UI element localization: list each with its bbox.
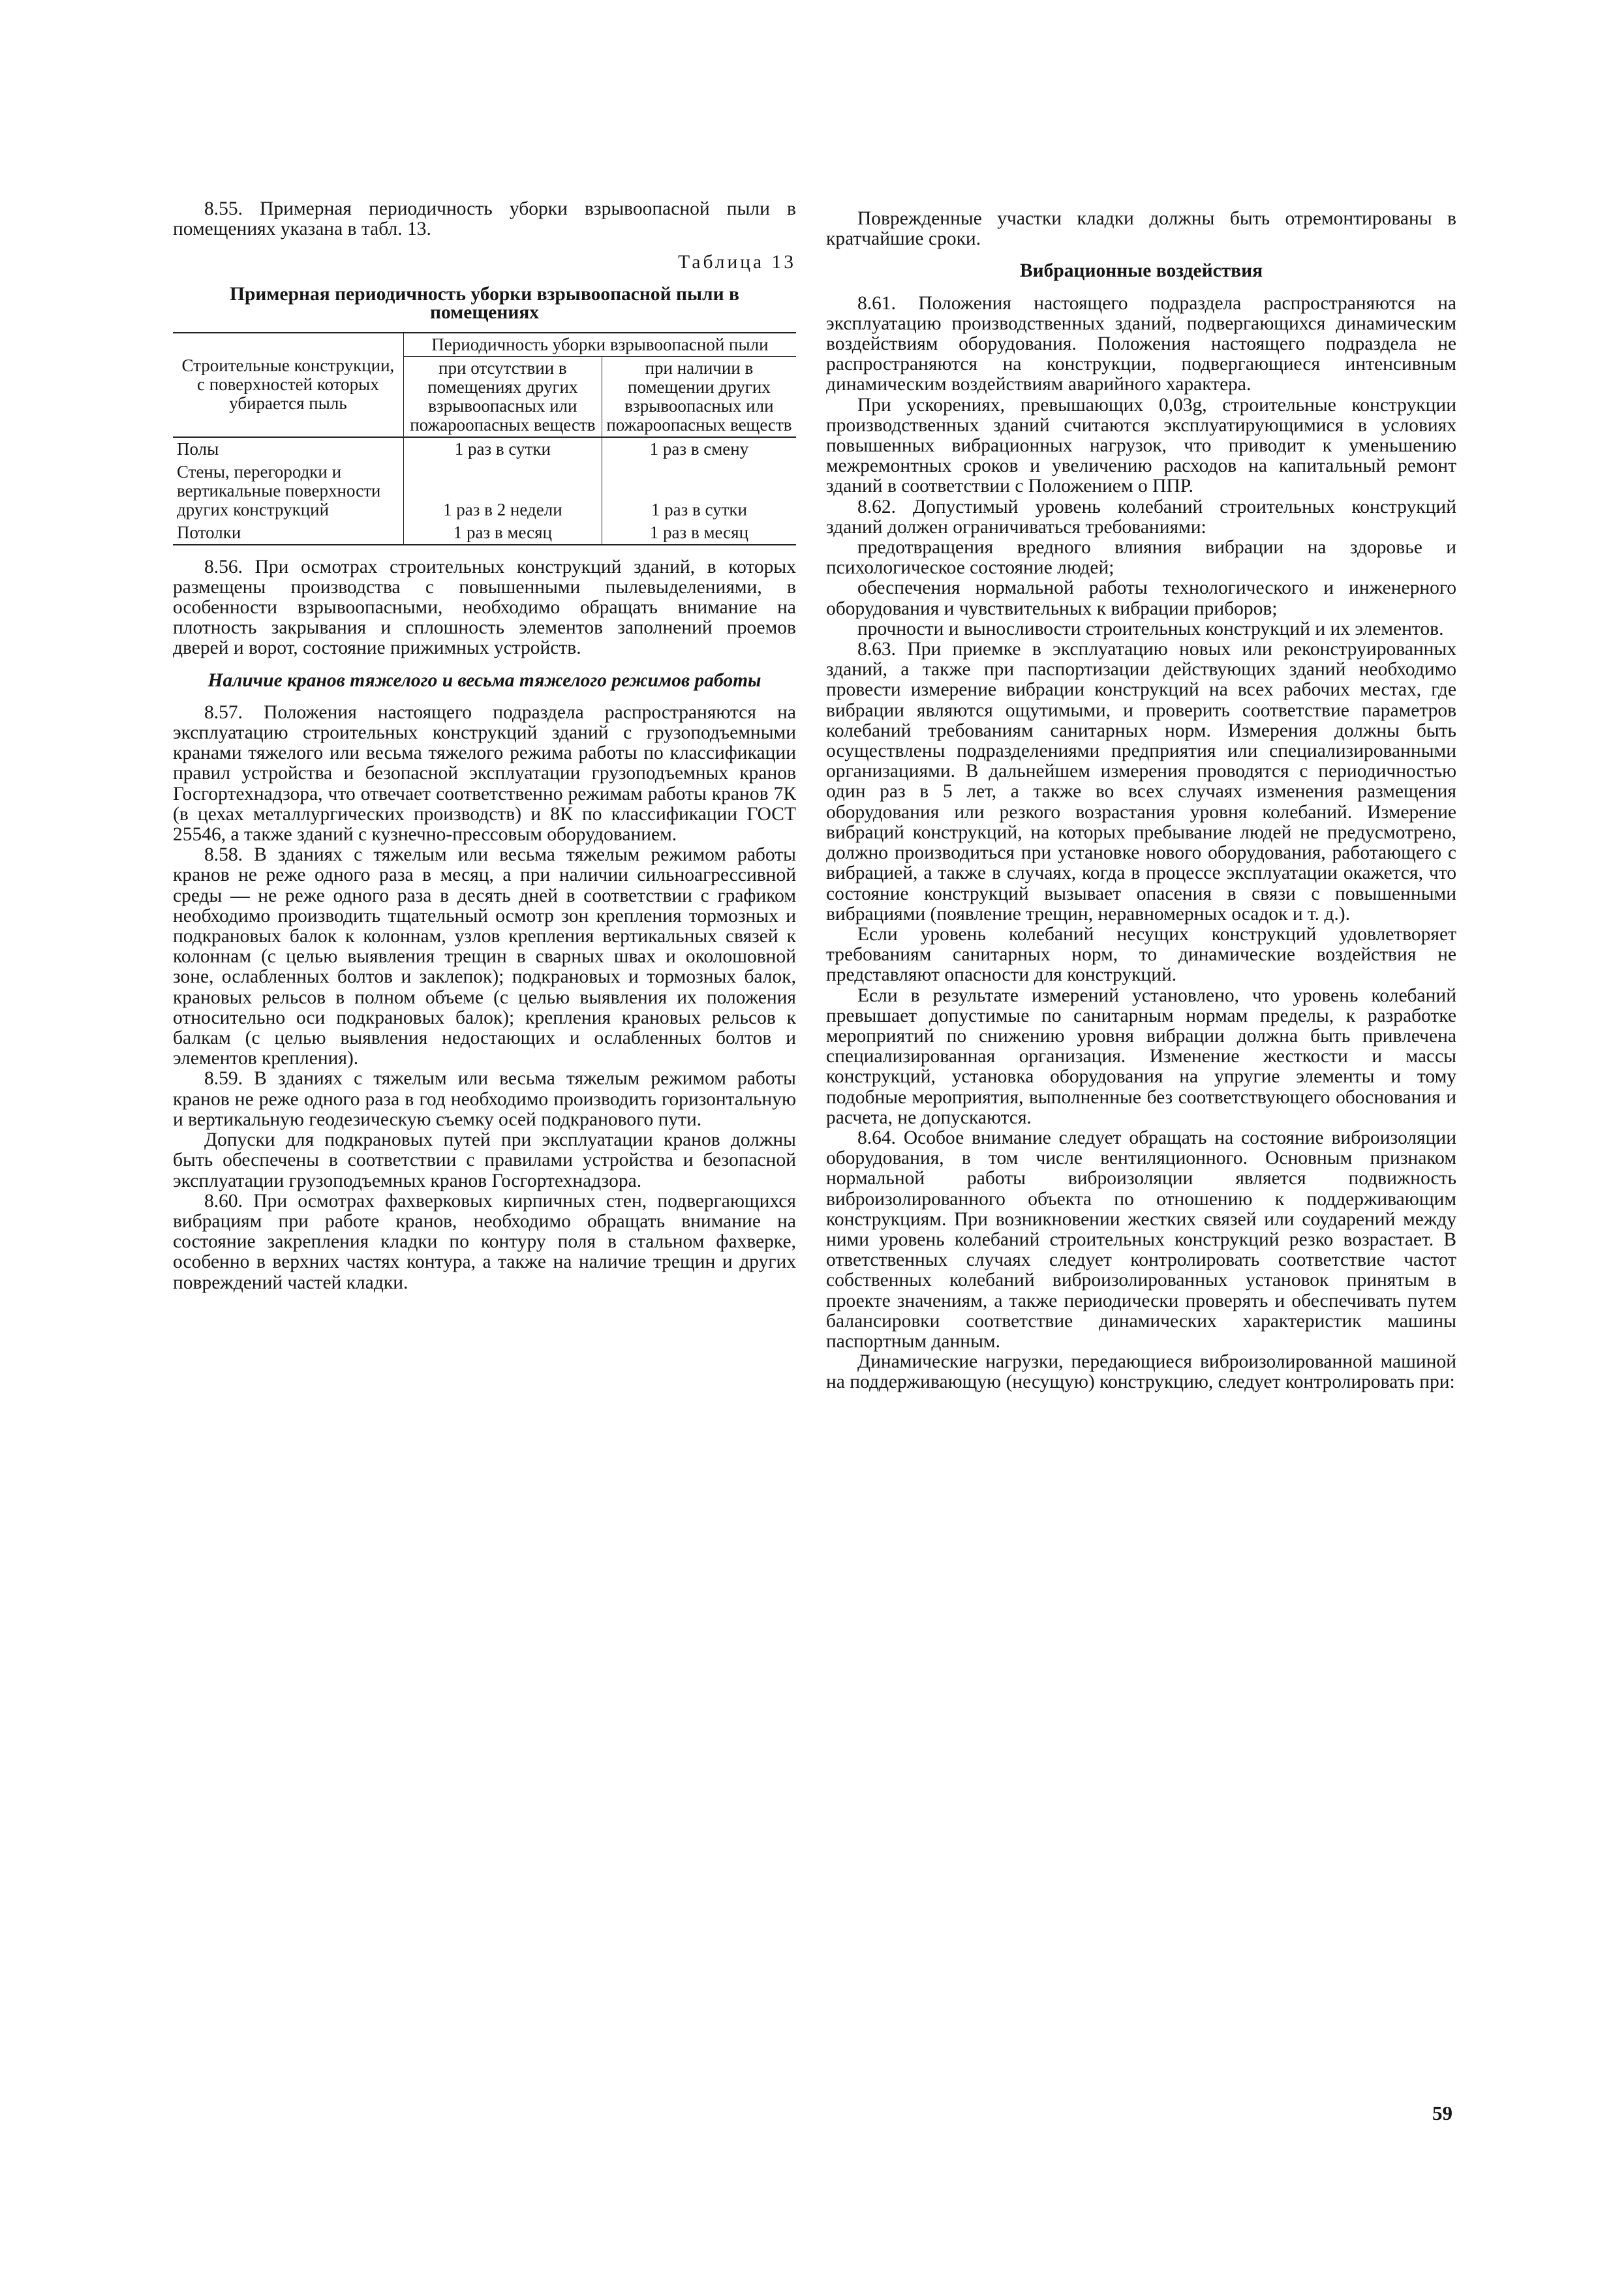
table-row bbox=[173, 461, 796, 521]
section-heading-cranes: Наличие кранов тяжелого и весьма тяжелого режимов работы bbox=[207, 669, 761, 691]
paragraph-8-61-accelerations: При ускорениях, превышающих 0,03g, строительные конструкции производственных зданий считаются эксплуатирующимися в условиях повышенных вибрационных нагрузок, что приводит к уменьшению межремонтных сроков и увеличению расходов на капитальный ремонт зданий в соответствии с Положением о ППР. bbox=[826, 394, 1456, 497]
paragraph-8-61: 8.61. Положения настоящего подраздела распространяются на эксплуатацию производственных зданий, подвергающихся динамическим воздействиям оборудования. Положения настоящего подраздела не распространяются на конструкции, подвергающиеся интенсивным динамическим воздействиям аварийного характера. bbox=[826, 292, 1456, 395]
table-cell: 1 раз в сутки bbox=[403, 437, 602, 461]
paragraph-8-63-measures: Если в результате измерений установлено, что уровень колебаний превышает допустимые по санитарным нормам пределы, к разработке мероприятий по снижению уровня вибрации должна быть привлечена специализированная организация. Изменение жесткости и массы конструкций, установка оборудования на упругие элементы и тому подобные мероприятия, выполненные без соответствующего обоснования и расчета, не допускаются. bbox=[826, 985, 1456, 1128]
paragraph-8-62-item-2: обеспечения нормальной работы технологического и инженерного оборудования и чувствительных к вибрации приборов; bbox=[826, 577, 1456, 619]
table-cell: Потолки bbox=[173, 521, 403, 545]
paragraph-8-55: 8.55. Примерная периодичность уборки взрывоопасной пыли в помещениях указана в табл. 13. bbox=[173, 198, 796, 240]
paragraph-8-63: 8.63. При приемке в эксплуатацию новых или реконструированных зданий, а также при паспортизации действующих зданий необходимо провести измерение вибрации конструкций на всех рабочих местах, где вибрации являются ощутимыми, и проверить соответствие параметров колебаний требованиям санитарных норм. Измерения должны быть осуществлены подразделениями предприятия или специализированными организациями. В дальнейшем измерения проводятся с периодичностью один раз в 5 лет, а также во всех случаях изменения размещения оборудования или резкого возрастания уровня колебаний. Измерение вибраций конструкций, на которых пребывание людей не предусмотрено, должно производиться при установке нового оборудования, работающего с вибрацией, а также в случаях, когда в процессе эксплуатации окажется, что состояние конструкций вызывает опасения в связи с повышенными вибрациями (появление трещин, неравномерных осадок и т. д.). bbox=[826, 639, 1456, 925]
paragraph-8-57: 8.57. Положения настоящего подраздела распространяются на эксплуатацию строительных конструкций зданий с грузоподъемными кранами тяжелого или весьма тяжелого режима работы по классификации правил устройства и безопасной эксплуатации грузоподъемных кранов Госгортехнадзора, что отвечает соответственно режимам работы кранов 7К (в цехах металлургических производств) и 8К по классификации ГОСТ 25546, а также зданий с кузнечно-прессовым оборудованием. bbox=[173, 701, 796, 846]
table-cell: Полы bbox=[177, 438, 219, 459]
table-row bbox=[173, 521, 796, 545]
table-header-frequency: Периодичность уборки взрывоопасной пыли bbox=[403, 333, 796, 357]
table-cell: 1 раз в месяц bbox=[602, 521, 796, 545]
paragraph-continuation: Поврежденные участки кладки должны быть отремонтированы в кратчайшие сроки. bbox=[826, 208, 1456, 250]
paragraph-8-64: 8.64. Особое внимание следует обращать на состояние виброизоляции оборудования, в том числе вентиляционного. Основным признаком нормальной работы виброизоляции является подвижность виброизолированного объекта по отношению к поддерживающим конструкциям. При возникновении жестких связей или соударений между ними уровень колебаний строительных конструкций резко возрастает. В ответственных случаях следует контролировать соответствие частот собственных колебаний виброизолированных установок принятым в проекте значениям, а также периодически проверять и обеспечивать путем балансировки соответствие динамических характеристик машины паспортным данным. bbox=[826, 1127, 1456, 1352]
right-column bbox=[826, 209, 1456, 1393]
paragraph-8-64-dynamic-loads: Динамические нагрузки, передающиеся виброизолированной машиной на поддерживающую (несущую) конструкцию, следует контролировать при: bbox=[826, 1351, 1456, 1393]
table-header-structures: Строительные конструкции, с поверхностей которых убирается пыль bbox=[173, 333, 403, 437]
table-cell: 1 раз в 2 недели bbox=[403, 461, 602, 521]
paragraph-8-58: 8.58. В зданиях с тяжелым или весьма тяжелым режимом работы кранов не реже одного раза в месяц, а при наличии сильноагрессивной среды — не реже одного раза в десять дней в соответствии с графиком необходимо производить тщательный осмотр зон крепления тормозных и подкрановых балок к колоннам, узлов крепления вертикальных связей к колоннам (с целью выявления трещин в сварных швах и околошовной зоне, ослабленных болтов и заклепок); подкрановых и тормозных балок, крановых рельсов в полном объеме (с целью выявления их положения относительно оси подкрановых балок); крепления крановых рельсов к балкам (с целью выявления недостающих и ослабленных болтов и элементов крепления). bbox=[173, 844, 796, 1069]
table-header-without-other: при отсутствии в помещениях других взрывоопасных или пожароопасных веществ bbox=[403, 356, 602, 437]
section-heading-vibration: Вибрационные воздействия bbox=[1019, 260, 1263, 282]
table-cell: 1 раз в сутки bbox=[602, 461, 796, 521]
paragraph-8-60: 8.60. При осмотрах фахверковых кирпичных стен, подвергающихся вибрациям при работе кранов, необходимо обращать внимание на состояние закрепления кладки по контуру поля в стальном фахверке, особенно в верхних частях контура, а также на наличие трещин и других повреждений частей кладки. bbox=[173, 1190, 796, 1293]
table-cell: 1 раз в смену bbox=[602, 437, 796, 461]
paragraph-8-62-item-1: предотвращения вредного влияния вибрации на здоровье и психологическое состояние людей; bbox=[826, 537, 1456, 579]
paragraph-8-62-item-3: прочности и выносливости строительных конструкций и их элементов. bbox=[857, 618, 1444, 639]
table-title: Примерная периодичность уборки взрывоопасной пыли в помещениях bbox=[230, 283, 739, 323]
table-cell: Стены, перегородки и вертикальные поверхности других конструкций bbox=[177, 461, 381, 519]
page-number: 59 bbox=[1432, 2102, 1452, 2124]
table-cell: 1 раз в месяц bbox=[403, 521, 602, 545]
cleaning-frequency-table bbox=[173, 332, 796, 545]
paragraph-8-59: 8.59. В зданиях с тяжелым или весьма тяжелым режимом работы кранов не реже одного раза в год необходимо производить горизонтальную и вертикальную геодезическую съемку осей подкранового пути. bbox=[173, 1068, 796, 1130]
paragraph-8-56: 8.56. При осмотрах строительных конструкций зданий, в которых размещены производства с повышенными пылевыделениями, в особенности взрывоопасными, необходимо обращать внимание на плотность закрывания и сплошность элементов заполнений проемов дверей и ворот, состояние прижимных устройств. bbox=[173, 556, 796, 659]
table-row bbox=[173, 437, 796, 461]
paragraph-8-63-norms: Если уровень колебаний несущих конструкций удовлетворяет требованиям санитарных норм, то динамические воздействия не представляют опасности для конструкций. bbox=[826, 923, 1456, 986]
paragraph-8-62: 8.62. Допустимый уровень колебаний строительных конструкций зданий должен ограничиваться требованиями: bbox=[826, 496, 1456, 538]
table-header-with-other: при наличии в помещении других взрывоопасных или пожароопасных веществ bbox=[602, 356, 796, 437]
paragraph-8-59-tolerances: Допуски для подкрановых путей при эксплуатации кранов должны быть обеспечены в соответствии с правилами устройства и безопасной эксплуатации грузоподъемных кранов Госгортехнадзора. bbox=[173, 1129, 796, 1191]
left-column bbox=[173, 199, 796, 1293]
table-caption: Таблица 13 bbox=[678, 252, 796, 273]
